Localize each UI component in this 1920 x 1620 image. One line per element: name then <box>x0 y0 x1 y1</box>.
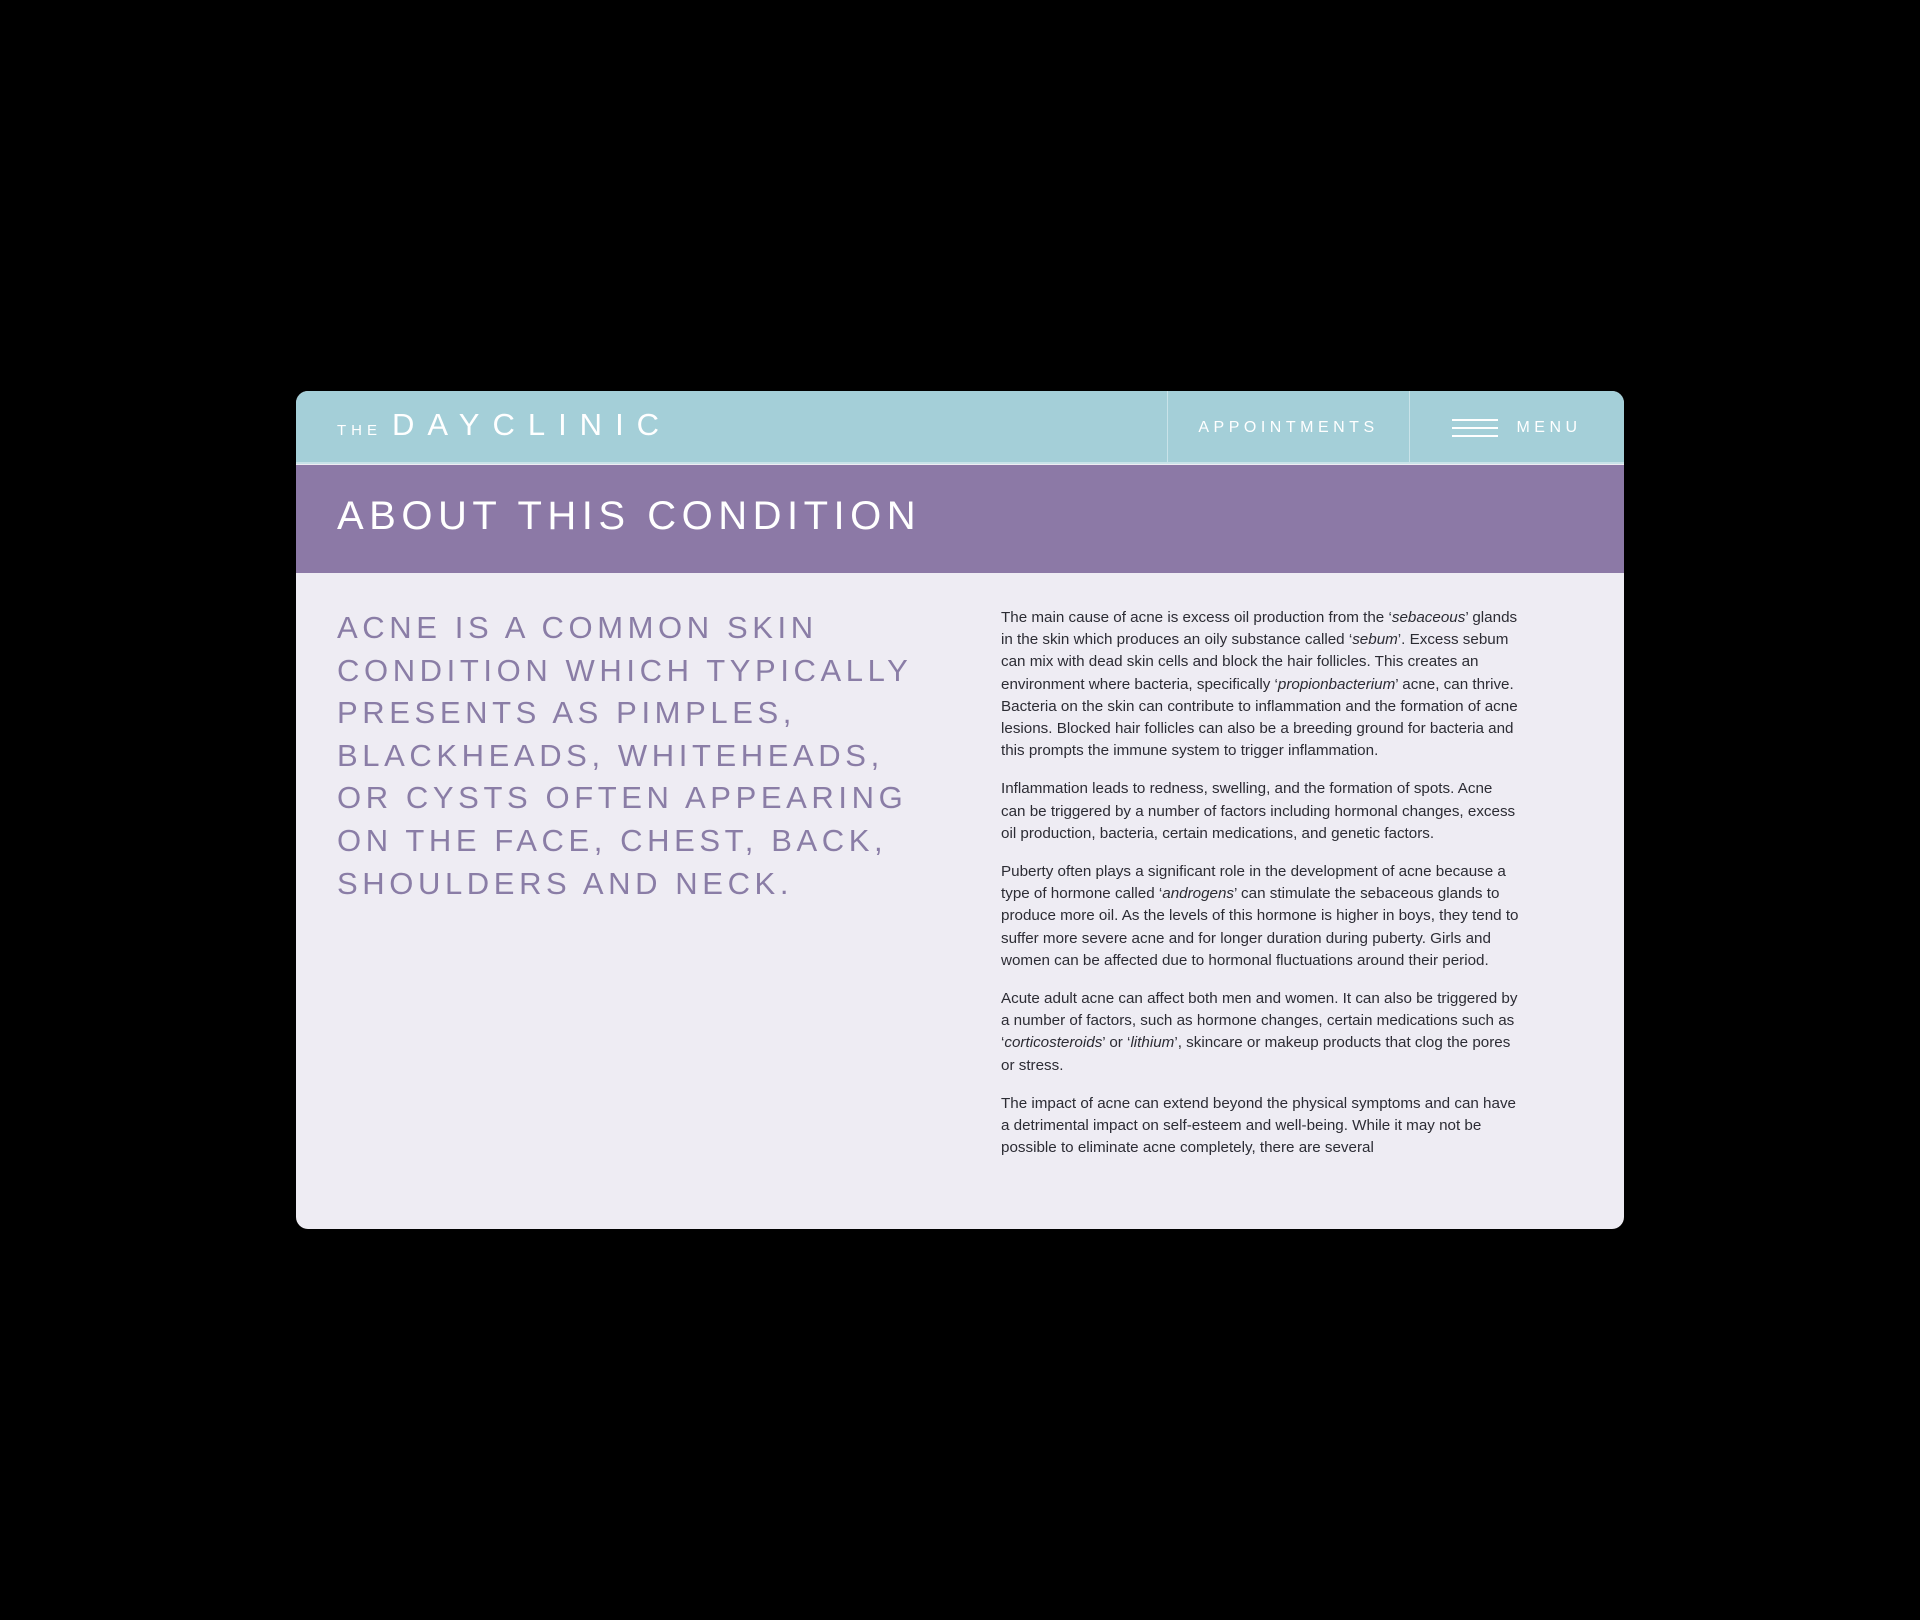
paragraph-inflammation: Inflammation leads to redness, swelling, and the formation of spots. Acne can be triggered by a number of factors including hormonal changes, excess oil production, bacteria, certain medications, and genetic factors. <box>1001 780 1516 842</box>
paragraph-adult-acne: Acute adult acne can affect both men and women. It can also be triggered by a number of factors, such as hormone changes, certain medications such as ‘corticosteroids’ or ‘lithium’, skincare or makeup products that clog the pores or stress. <box>1001 990 1518 1074</box>
paragraph-main-cause: The main cause of acne is excess oil production from the ‘sebaceous’ glands in the skin which produces an oily substance called ‘sebum’. Excess sebum can mix with dead skin cells and block the hair follicles. This creates an environment where bacteria, specifically ‘propionbacterium’ acne, can thrive. Bacteria on the skin can contribute to inflammation and the formation of acne lesions. Blocked hair follicles can also be a breeding ground for bacteria and this prompts the immune system to trigger inflammation. <box>1001 609 1518 760</box>
top-navigation-bar <box>296 391 1624 464</box>
menu-button[interactable] <box>1410 391 1624 464</box>
logo-name-text: DAYCLINIC <box>392 407 673 442</box>
dayclinic-logo[interactable] <box>337 407 672 447</box>
section-title-band <box>296 465 1624 573</box>
page-window <box>296 391 1624 1229</box>
logo-the-text: THE <box>337 422 382 439</box>
menu-label: MENU <box>1516 418 1582 436</box>
hamburger-icon <box>1452 418 1498 438</box>
paragraph-impact: The impact of acne can extend beyond the physical symptoms and can have a detrimental impact on self-esteem and well-being. While it may not be possible to eliminate acne completely, there are several <box>1001 1094 1516 1157</box>
paragraph-puberty: Puberty often plays a significant role in the development of acne because a type of hormone called ‘androgens’ can stimulate the sebaceous glands to produce more oil. As the levels of this hormone is higher in boys, they tend to suffer more severe acne and for longer duration during puberty. Girls and women can be affected due to hormonal fluctuations around their period. <box>1001 863 1519 969</box>
condition-description <box>1001 607 1521 1175</box>
intro-statement: ACNE IS A COMMON SKIN CONDITION WHICH TYPICALLY PRESENTS AS PIMPLES, BLACKHEADS, WHITEHEADS, OR CYSTS OFTEN APPEARING ON THE FACE, CHEST, BACK, SHOULDERS AND NECK. <box>337 610 912 901</box>
appointments-link[interactable]: APPOINTMENTS <box>1167 391 1410 464</box>
section-title: ABOUT THIS CONDITION <box>337 494 922 538</box>
